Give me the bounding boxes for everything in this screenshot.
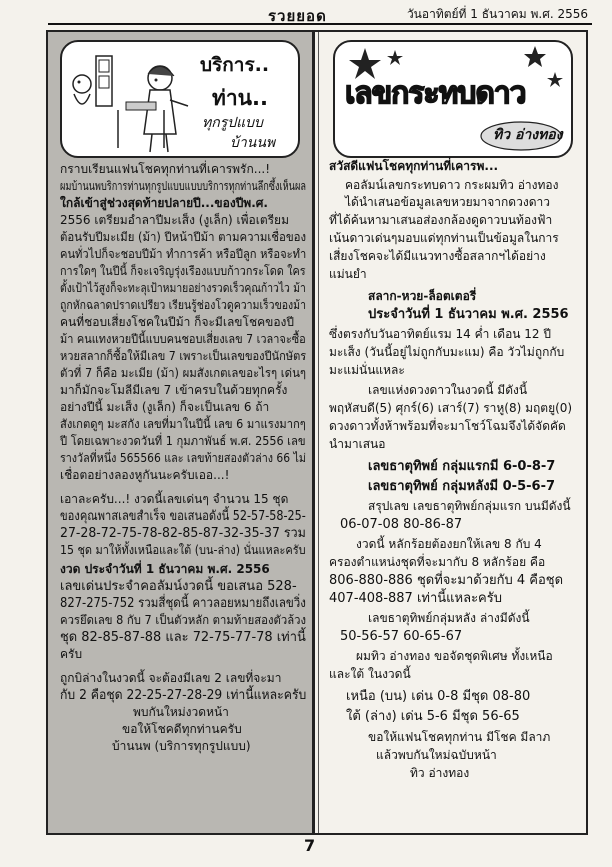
right-header-title: เลขกระทบดาว	[345, 76, 526, 111]
left-header-line1: บริการ..	[200, 54, 270, 76]
left-lines-line: งวด ประจำวันที่ 1 ธันวาคม พ.ศ. 2556	[60, 562, 270, 576]
left-lines-line: ตั้งเป้าไว้สูงก็จะทะลุเป้าหมายอย่างรวดเร็วคุณก้าวไว ม้า	[60, 281, 306, 295]
right-lines-line: และใต้ ในงวดนี้	[329, 667, 411, 681]
right-lines-line: ขอให้แฟนโชคทุกท่าน มีโชค มีลาภ	[368, 730, 551, 744]
left-lines-line: กราบเรียนแฟนโชคทุกท่านที่เคารพรัก...!	[60, 162, 271, 176]
right-header-byline: ทิว อ่างทอง	[493, 127, 563, 143]
left-lines-line: ของคุณพาสเลขสำเร็จ ขอเสนอดังนี้ 52-57-58-25-	[60, 509, 306, 524]
left-lines-line: คนที่ชอบเสี่ยงโชคในปีม้า ก็จะมีเลขโชคของปี	[60, 315, 294, 329]
left-lines-line: หวยสลากก็ซื้อให้มีเลข 7 เพราะเป็นเลขของปีนักษัตร	[60, 349, 307, 363]
right-lines-line: เลขแห่งดวงดาวในงวดนี้ มีดังนี้	[368, 383, 528, 397]
left-lines-line: 2556 เตรียมอำลาปีมะเส็ง (งูเล็ก) เพื่อเตรียม	[60, 213, 290, 227]
right-lines-line: ทิว อ่างทอง	[410, 766, 470, 780]
left-lines-line: พบกันใหม่งวดหน้า	[133, 705, 229, 719]
column-divider-thin	[318, 32, 319, 833]
left-lines-line: ม้า คนแทงหวยปีนี้แบบคนชอบเสี่ยงเลข 7 เวลาจะซื้อ	[60, 332, 306, 346]
right-column-header	[333, 40, 573, 158]
right-lines-line: ครองตำแหน่งชุดที่จะมากับ 8 หลักร้อย คือ	[329, 555, 546, 569]
right-lines-line: แม่นยำ	[329, 267, 367, 281]
right-lines-line: แล้วพบกันใหม่ฉบับหน้า	[376, 748, 497, 762]
right-lines-line: นำมาเสนอ	[329, 437, 386, 451]
left-lines-line: ตัวที่ 7 ก็คือ มะเมีย (ม้า) ผมสังเกตเลขอะไรๆ เด่นๆ	[60, 366, 306, 380]
left-lines-line: รางวัลที่หนึ่ง 565566 และ เลขท้ายสองตัวล่าง 66 ไม่	[60, 451, 306, 465]
left-lines-line: กับ 2 คือชุด 22-25-27-28-29 เท่านี้แหละครับ	[60, 688, 307, 703]
left-column-header	[60, 40, 300, 158]
left-header-line2: ท่าน..	[212, 86, 268, 110]
right-lines-line: 06-07-08 80-86-87	[340, 517, 463, 532]
left-lines-line: ผมบ้านนพบริการท่านทุกรูปแบบแบบบริการทุกท่านลึกซึ้งเห็นผล	[60, 179, 306, 193]
left-lines-line: เอาละครับ...! งวดนี้เลขเด่นๆ จำนวน 15 ชุด	[60, 492, 289, 506]
left-lines-line: อย่างปีนี้ มะเส็ง (งูเล็ก) ก็จะเป็นเลข 6 ถ้า	[60, 400, 270, 414]
left-lines-line: ชุด 82-85-87-88 และ 72-75-77-78 เท่านี้	[60, 630, 306, 645]
left-lines-line: เชื่อตอย่างลองหูกันนะครับเออ...!	[60, 468, 230, 482]
left-header-line4: บ้านนพ	[230, 135, 276, 151]
right-lines-line: ผมทิว อ่างทอง ขอจัดชุดพิเศษ ทั้งเหนือ	[356, 649, 553, 663]
column-divider	[312, 32, 315, 833]
right-lines-line: สวัสดีแฟนโชคทุกท่านที่เคารพ...	[329, 159, 499, 173]
masthead	[0, 0, 612, 26]
left-lines-line: ครับ	[60, 647, 83, 661]
right-lines-line: 407-408-887 เท่านี้แหละครับ	[329, 591, 502, 606]
right-lines-line: เลขธาตุทิพย์ กลุ่มหลังมี 0-5-6-7	[368, 479, 556, 494]
left-lines-line: ต้อนรับปีมะเมีย (ม้า) ปีหน้าปีม้า ตามความเชื่อของ	[60, 230, 307, 244]
issue-date: วันอาทิตย์ที่ 1 ธันวาคม พ.ศ. 2556	[406, 7, 588, 21]
left-lines-line: ขอให้โชคดีทุกท่านครับ	[122, 722, 242, 736]
right-lines-line: เน้นดาวเด่นๆมอบแด่ทุกท่านเป็นข้อมูลในการ	[329, 231, 559, 245]
masthead-rule	[48, 23, 592, 25]
right-lines-line: งวดนี้ หลักร้อยต้องยกให้เลข 8 กับ 4	[356, 537, 542, 551]
left-lines-line: เลขเด่นประจำคอลัมน์งวดนี้ ขอเสนอ 528-	[60, 579, 297, 594]
left-lines-line: ถูกบิล่างในงวดนี้ จะต้องมีเลข 2 เลขที่จะมา	[60, 671, 282, 685]
right-lines-line: เสี่ยงโชคจะได้มีแนวทางซื้อสลากฯได้อย่าง	[329, 249, 546, 263]
left-lines-line: ควรยึดเลข 8 กับ 7 เป็นตัวหลัก ตามท้ายสองตัวล้วง	[60, 613, 307, 627]
right-lines-line: 806-880-886 ชุดที่จะมาด้วยกับ 4 คือชุด	[329, 573, 564, 588]
right-lines-line: สลาก-หวย-ล็อตเตอรี่	[368, 289, 477, 303]
right-lines-line: 50-56-57 60-65-67	[340, 629, 463, 644]
cartoon-illustration-icon	[66, 44, 196, 158]
right-lines-line: ใต้ (ล่าง) เด่น 5-6 มีชุด 56-65	[346, 709, 520, 724]
left-lines-line: 27-28-72-75-78-82-85-87-32-35-37 รวม	[60, 526, 306, 541]
right-lines-line: มะเส็ง (วันนี้อยู่ไม่ถูกกับมะแม) คือ วัวไม่ถูกกับ	[329, 345, 565, 359]
right-lines-line: คอลัมน์เลขกระทบดาว กระผมทิว อ่างทอง	[345, 178, 559, 192]
page-number: 7	[304, 836, 316, 855]
left-lines-line: สังเกตดูๆ มะสกัง เลขที่มาในปีนี้ เลข 6 มาแรงมากๆ	[60, 417, 306, 431]
right-lines-line: ประจำวันที่ 1 ธันวาคม พ.ศ. 2556	[368, 307, 569, 322]
right-lines-line: เลขธาตุทิพย์ กลุ่มแรกมี 6-0-8-7	[368, 459, 556, 474]
left-lines-line: ถูกหักฉลาดปราดเปรียว เรียนรู้ช่องโวดูความเร็วของม้า	[60, 298, 306, 312]
left-lines-line: 827-275-752 รวมสี่ชุดนี้ คาวลอยหมายถึงเลขวิ่ง	[60, 596, 306, 611]
right-lines-line: สรุปเลข เลขธาตุทิพย์กลุ่มแรก บนมีดังนี้	[368, 499, 571, 513]
right-lines-line: เลขธาตุทิพย์กลุ่มหลัง ล่างมีดังนี้	[368, 611, 530, 625]
right-lines-line: ได้นำเสนอข้อมูลเลขหวยมาจากดวงดาว	[345, 195, 550, 209]
right-lines-line: ดวงดาวทั้งห้าพร้อมที่จะมาโชว์โฉมจึงได้จัดคัด	[329, 419, 566, 433]
left-lines-line: การใดๆ ในปีนี้ ก็จะเจริญรุ่งเรืองแบบก้าวกระโดด ใคร	[60, 264, 306, 278]
left-lines-line: ใกล้เข้าสู่ช่วงสุดท้ายปลายปี...ของปีพ.ศ.	[60, 196, 268, 210]
right-lines-line: ที่ได้ค้นหามาเสนอส่องกล้องดูดาวบนท้องฟ้า	[329, 213, 553, 227]
left-lines-line: มาก็มักจะโมลีมีเลข 7 เข้าครบในด้วยทุกครั้ง	[60, 383, 288, 397]
left-header-line3: ทุกรูปแบบ	[202, 115, 263, 131]
right-lines-line: มะแม่นั่นแหละ	[329, 363, 405, 377]
left-lines-line: 15 ชุด มาให้ทั้งเหนือและใต้ (บน-ล่าง) นั่นแหละครับ	[60, 543, 306, 557]
right-lines-line: ซึ่งตรงกับวันอาทิตย์แรม 14 ค่ำ เดือน 12 ปี	[329, 327, 551, 341]
left-lines-line: บ้านนพ (บริการทุกรูปแบบ)	[112, 739, 251, 753]
publication-logo: รวยยอด	[268, 9, 327, 25]
right-lines-line: เหนือ (บน) เด่น 0-8 มีชุด 08-80	[346, 689, 531, 704]
right-lines-line: พฤหัสบดี(5) ศุกร์(6) เสาร์(7) ราหู(8) มฤตยู(0)	[329, 401, 573, 415]
left-lines-line: ปี โดยเฉพาะงวดวันที่ 1 กุมภาพันธ์ พ.ศ. 2556 เลข	[60, 434, 306, 448]
left-lines-line: คนทั่วไปก็จะชอบปีม้า ทำการค้า หรือปีลูก หรือจะทำ	[60, 247, 307, 261]
